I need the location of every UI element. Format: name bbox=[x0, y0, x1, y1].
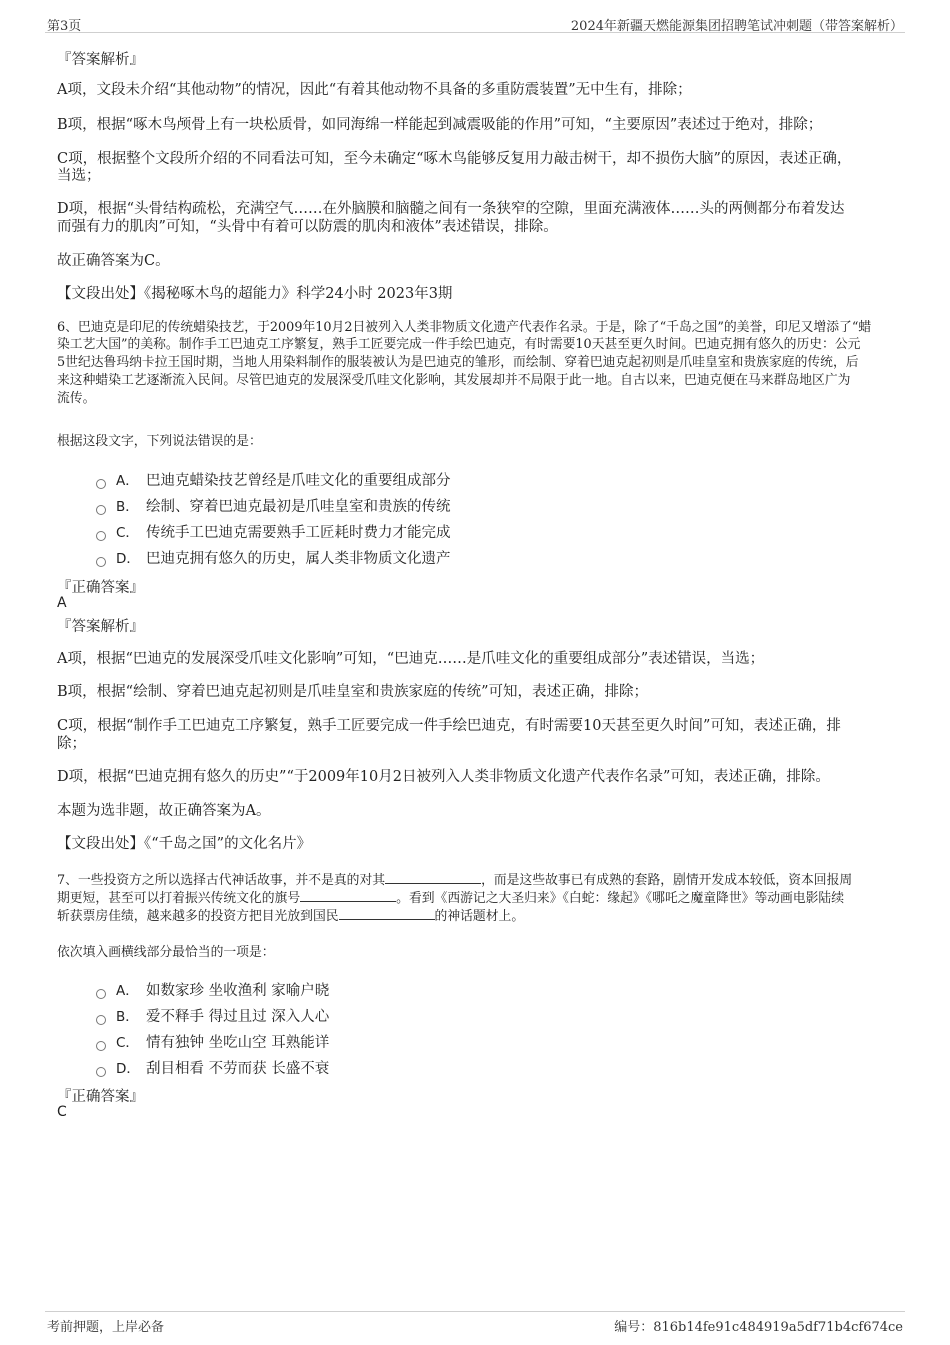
radio-button[interactable] bbox=[96, 557, 106, 567]
q6-passage-line: 5世纪达鲁玛纳卡拉王国时期，当地人用染料制作的服装被认为是巴迪克的雏形，而绘制、穿着巴迪克起初则是爪哇皇室和贵族家庭的传统，后 bbox=[57, 355, 859, 370]
q6-option-b[interactable]: B． 绘制、穿着巴迪克最初是爪哇皇室和贵族的传统 bbox=[96, 495, 451, 516]
page-number: 第3页 bbox=[47, 19, 82, 34]
q6-analysis-label: 『答案解析』 bbox=[57, 619, 144, 635]
q7-option-d[interactable]: D． 刮目相看 不劳而获 长盛不衰 bbox=[96, 1057, 329, 1078]
q5-analysis-c-line2: 当选； bbox=[57, 168, 101, 184]
q7-option-b[interactable]: B． 爱不释手 得过且过 深入人心 bbox=[96, 1005, 329, 1026]
q6-answer: A bbox=[57, 595, 67, 611]
page-footer bbox=[45, 1311, 905, 1336]
q6-passage-line: 6、巴迪克是印尼的传统蜡染技艺，于2009年10月2日被列入人类非物质文化遗产代表作名录。于是，除了“千岛之国”的美誉，印尼又增添了“蜡 bbox=[57, 320, 872, 335]
q6-passage-line: 流传。 bbox=[57, 391, 96, 406]
q6-analysis-c-line2: 除； bbox=[57, 736, 86, 752]
footer-motto: 考前押题，上岸必备 bbox=[47, 1320, 165, 1335]
q6-analysis-d: D项，根据“巴迪克拥有悠久的历史”“于2009年10月2日被列入人类非物质文化遗产代表作名录”可知，表述正确，排除。 bbox=[57, 769, 830, 785]
q7-passage-line3: 斩获票房佳绩，越来越多的投资方把目光放到国民 的神话题材上。 bbox=[57, 909, 525, 924]
document-code: 编号：816b14fe91c484919a5df71b4cf674ce bbox=[614, 1320, 903, 1335]
q6-passage-line: 染工艺大国”的美称。制作手工巴迪克工序繁复，熟手工匠要完成一件手绘巴迪克，有时需要10天甚至更久时间。巴迪克拥有悠久的历史：公元 bbox=[57, 337, 861, 352]
q6-option-a[interactable]: A． 巴迪克蜡染技艺曾经是爪哇文化的重要组成部分 bbox=[96, 469, 451, 490]
q6-source: 【文段出处】《“千岛之国”的文化名片》 bbox=[57, 836, 312, 852]
q5-analysis-b: B项，根据“啄木鸟颅骨上有一块松质骨，如同海绵一样能起到减震吸能的作用”可知，“主要原因”表述过于绝对，排除； bbox=[57, 117, 823, 133]
q7-answer: C bbox=[57, 1104, 67, 1120]
q5-analysis-label: 『答案解析』 bbox=[57, 52, 144, 68]
q6-answer-label: 『正确答案』 bbox=[57, 580, 144, 596]
q6-option-c[interactable]: C． 传统手工巴迪克需要熟手工匠耗时费力才能完成 bbox=[96, 521, 451, 542]
radio-button[interactable] bbox=[96, 1041, 106, 1051]
radio-button[interactable] bbox=[96, 1067, 106, 1077]
q5-source: 【文段出处】《揭秘啄木鸟的超能力》科学24小时 2023年3期 bbox=[57, 286, 453, 302]
radio-button[interactable] bbox=[96, 989, 106, 999]
page-header bbox=[45, 14, 905, 33]
radio-button[interactable] bbox=[96, 505, 106, 515]
q6-conclusion: 本题为选非题，故正确答案为A。 bbox=[57, 803, 271, 819]
q7-prompt: 依次填入画横线部分最恰当的一项是： bbox=[57, 945, 275, 960]
q5-analysis-a: A项，文段未介绍“其他动物”的情况，因此“有着其他动物不具备的多重防震装置”无中生有，排除； bbox=[57, 82, 692, 98]
q6-analysis-c-line1: C项，根据“制作手工巴迪克工序繁复，熟手工匠要完成一件手绘巴迪克，有时需要10天甚至更久时间”可知，表述正确，排 bbox=[57, 718, 841, 734]
q7-answer-label: 『正确答案』 bbox=[57, 1089, 144, 1105]
q5-analysis-d-line2: 而强有力的肌肉”可知，“头骨中有着可以防震的肌肉和液体”表述错误，排除。 bbox=[57, 219, 558, 235]
q6-passage-line: 来这种蜡染工艺逐渐流入民间。尽管巴迪克的发展深受爪哇文化影响，其发展却并不局限于此一地。自古以来，巴迪克便在马来群岛地区广为 bbox=[57, 373, 851, 388]
q5-analysis-d-line1: D项，根据“头骨结构疏松，充满空气……在外脑膜和脑髓之间有一条狭窄的空隙，里面充满液体……头的两侧都分布着发达 bbox=[57, 201, 845, 217]
q6-analysis-a: A项，根据“巴迪克的发展深受爪哇文化影响”可知，“巴迪克……是爪哇文化的重要组成部分”表述错误，当选； bbox=[57, 651, 765, 667]
q7-passage-line2: 期更短，甚至可以打着振兴传统文化的旗号 。看到《西游记之大圣归来》《白蛇：缘起》《哪吒之魔童降世》等动画电影陆续 bbox=[57, 891, 845, 906]
q7-option-a[interactable]: A． 如数家珍 坐收渔利 家喻户晓 bbox=[96, 979, 329, 1000]
fill-blank bbox=[385, 871, 481, 884]
q6-analysis-b: B项，根据“绘制、穿着巴迪克起初则是爪哇皇室和贵族家庭的传统”可知，表述正确，排除； bbox=[57, 684, 648, 700]
radio-button[interactable] bbox=[96, 479, 106, 489]
fill-blank bbox=[300, 889, 396, 902]
radio-button[interactable] bbox=[96, 1015, 106, 1025]
radio-button[interactable] bbox=[96, 531, 106, 541]
q6-prompt: 根据这段文字，下列说法错误的是： bbox=[57, 434, 262, 449]
q5-conclusion: 故正确答案为C。 bbox=[57, 253, 170, 269]
q7-option-c[interactable]: C． 情有独钟 坐吃山空 耳熟能详 bbox=[96, 1031, 329, 1052]
document-title: 2024年新疆天燃能源集团招聘笔试冲刺题（带答案解析） bbox=[570, 19, 903, 34]
fill-blank bbox=[339, 907, 435, 920]
q7-passage-line1: 7、一些投资方之所以选择古代神话故事，并不是真的对其 ，而是这些故事已有成熟的套路，剧情开发成本较低，资本回报周 bbox=[57, 873, 853, 888]
q5-analysis-c-line1: C项，根据整个文段所介绍的不同看法可知，至今未确定“啄木鸟能够反复用力敲击树干，却不损伤大脑”的原因，表述正确， bbox=[57, 151, 852, 167]
q6-option-d[interactable]: D． 巴迪克拥有悠久的历史，属人类非物质文化遗产 bbox=[96, 547, 451, 568]
